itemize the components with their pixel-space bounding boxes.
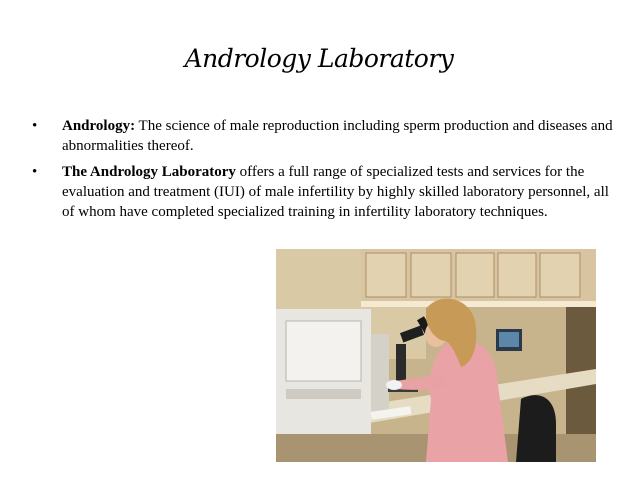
- bullet-term: The Andrology Laboratory: [62, 164, 236, 180]
- bullet-dot-icon: •: [32, 164, 38, 180]
- bullet-list: [30, 116, 615, 228]
- lab-photo: [276, 249, 596, 462]
- bullet-dot-icon: •: [32, 118, 38, 134]
- bullet-term: Andrology:: [62, 118, 136, 134]
- lab-photo-illustration: [276, 249, 596, 462]
- bullet-text: offers a full range of specialized tests and services for the evaluation and treatment (IUI) of male infertility by highly skilled laboratory personnel, all of whom have completed specialized training in infertility laboratory techniques.: [62, 164, 609, 220]
- bullet-item: [30, 162, 615, 222]
- bullet-item: [30, 116, 615, 156]
- bullet-text: The science of male reproduction including sperm production and diseases and abnormalities thereof.: [62, 118, 613, 154]
- slide-title: Andrology Laboratory: [184, 44, 454, 73]
